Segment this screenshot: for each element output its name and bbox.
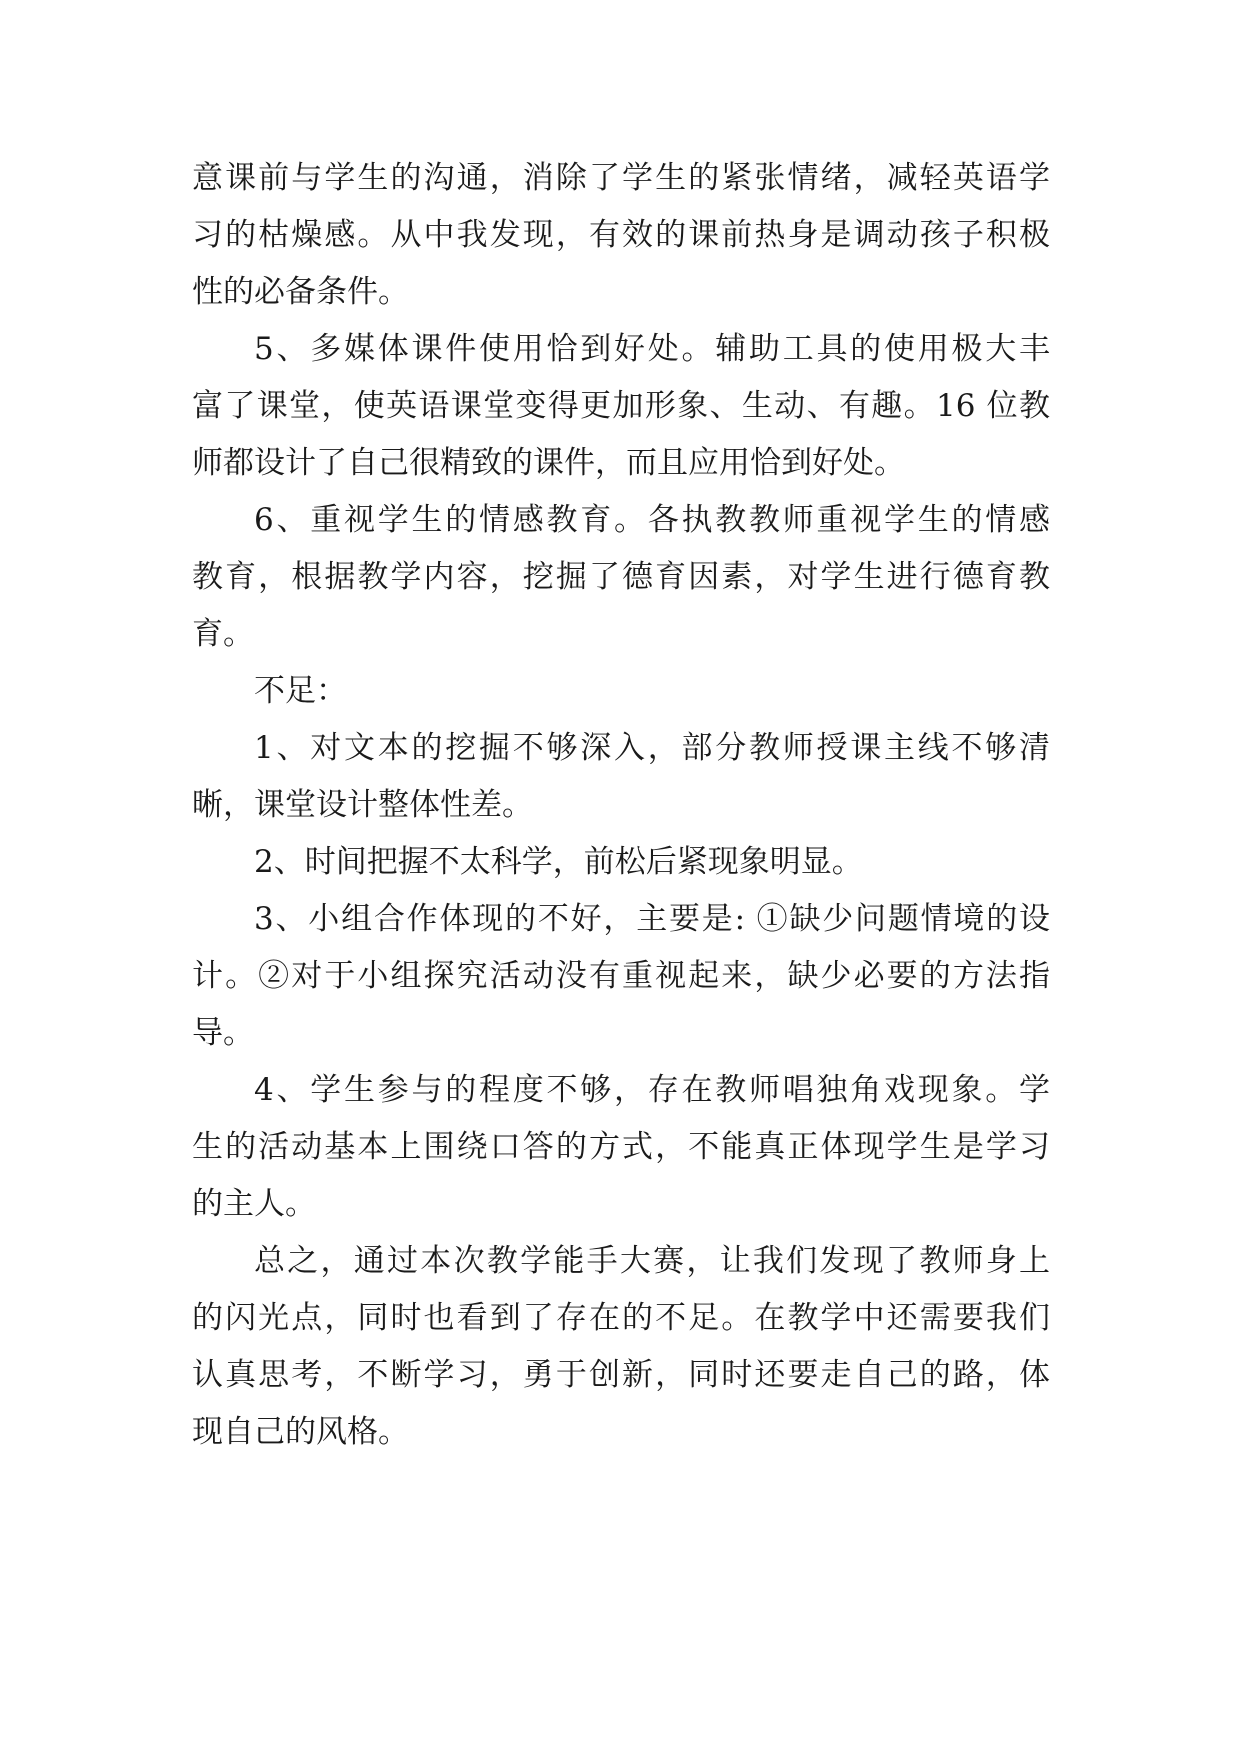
text-line: 习的枯燥感。从中我发现，有效的课前热身是调动孩子积极 xyxy=(192,217,1050,253)
section-heading: 不足： xyxy=(254,673,347,709)
text-line: 育。 xyxy=(192,616,254,652)
text-line: 生的活动基本上围绕口答的方式，不能真正体现学生是学习 xyxy=(192,1129,1050,1165)
paragraph-start-line: 总之，通过本次教学能手大赛，让我们发现了教师身上 xyxy=(254,1243,1050,1279)
text-line: 晰，课堂设计整体性差。 xyxy=(192,787,533,823)
paragraph-start-line: 5、多媒体课件使用恰到好处。辅助工具的使用极大丰 xyxy=(254,331,1050,367)
paragraph-start-line: 3、小组合作体现的不好，主要是: ①缺少问题情境的设 xyxy=(254,901,1050,937)
paragraph-start-line: 1、对文本的挖掘不够深入，部分教师授课主线不够清 xyxy=(254,730,1050,766)
text-line: 的闪光点，同时也看到了存在的不足。在教学中还需要我们 xyxy=(192,1300,1050,1336)
text-line: 计。②对于小组探究活动没有重视起来，缺少必要的方法指 xyxy=(192,958,1050,994)
text-line: 导。 xyxy=(192,1015,254,1051)
text-line: 师都设计了自己很精致的课件，而且应用恰到好处。 xyxy=(192,445,905,481)
text-line: 性的必备条件。 xyxy=(192,274,409,310)
paragraph-start-line: 2、时间把握不太科学，前松后紧现象明显。 xyxy=(254,844,863,880)
paragraph-start-line: 6、重视学生的情感教育。各执教教师重视学生的情感 xyxy=(254,502,1050,538)
paragraph-start-line: 4、学生参与的程度不够，存在教师唱独角戏现象。学 xyxy=(254,1072,1050,1108)
text-line: 富了课堂，使英语课堂变得更加形象、生动、有趣。16 位教 xyxy=(192,388,1050,424)
text-line: 认真思考，不断学习，勇于创新，同时还要走自己的路，体 xyxy=(192,1357,1050,1393)
text-line: 现自己的风格。 xyxy=(192,1414,409,1450)
text-line: 的主人。 xyxy=(192,1186,316,1222)
text-line: 意课前与学生的沟通，消除了学生的紧张情绪，减轻英语学 xyxy=(192,160,1050,196)
text-line: 教育，根据教学内容，挖掘了德育因素，对学生进行德育教 xyxy=(192,559,1050,595)
